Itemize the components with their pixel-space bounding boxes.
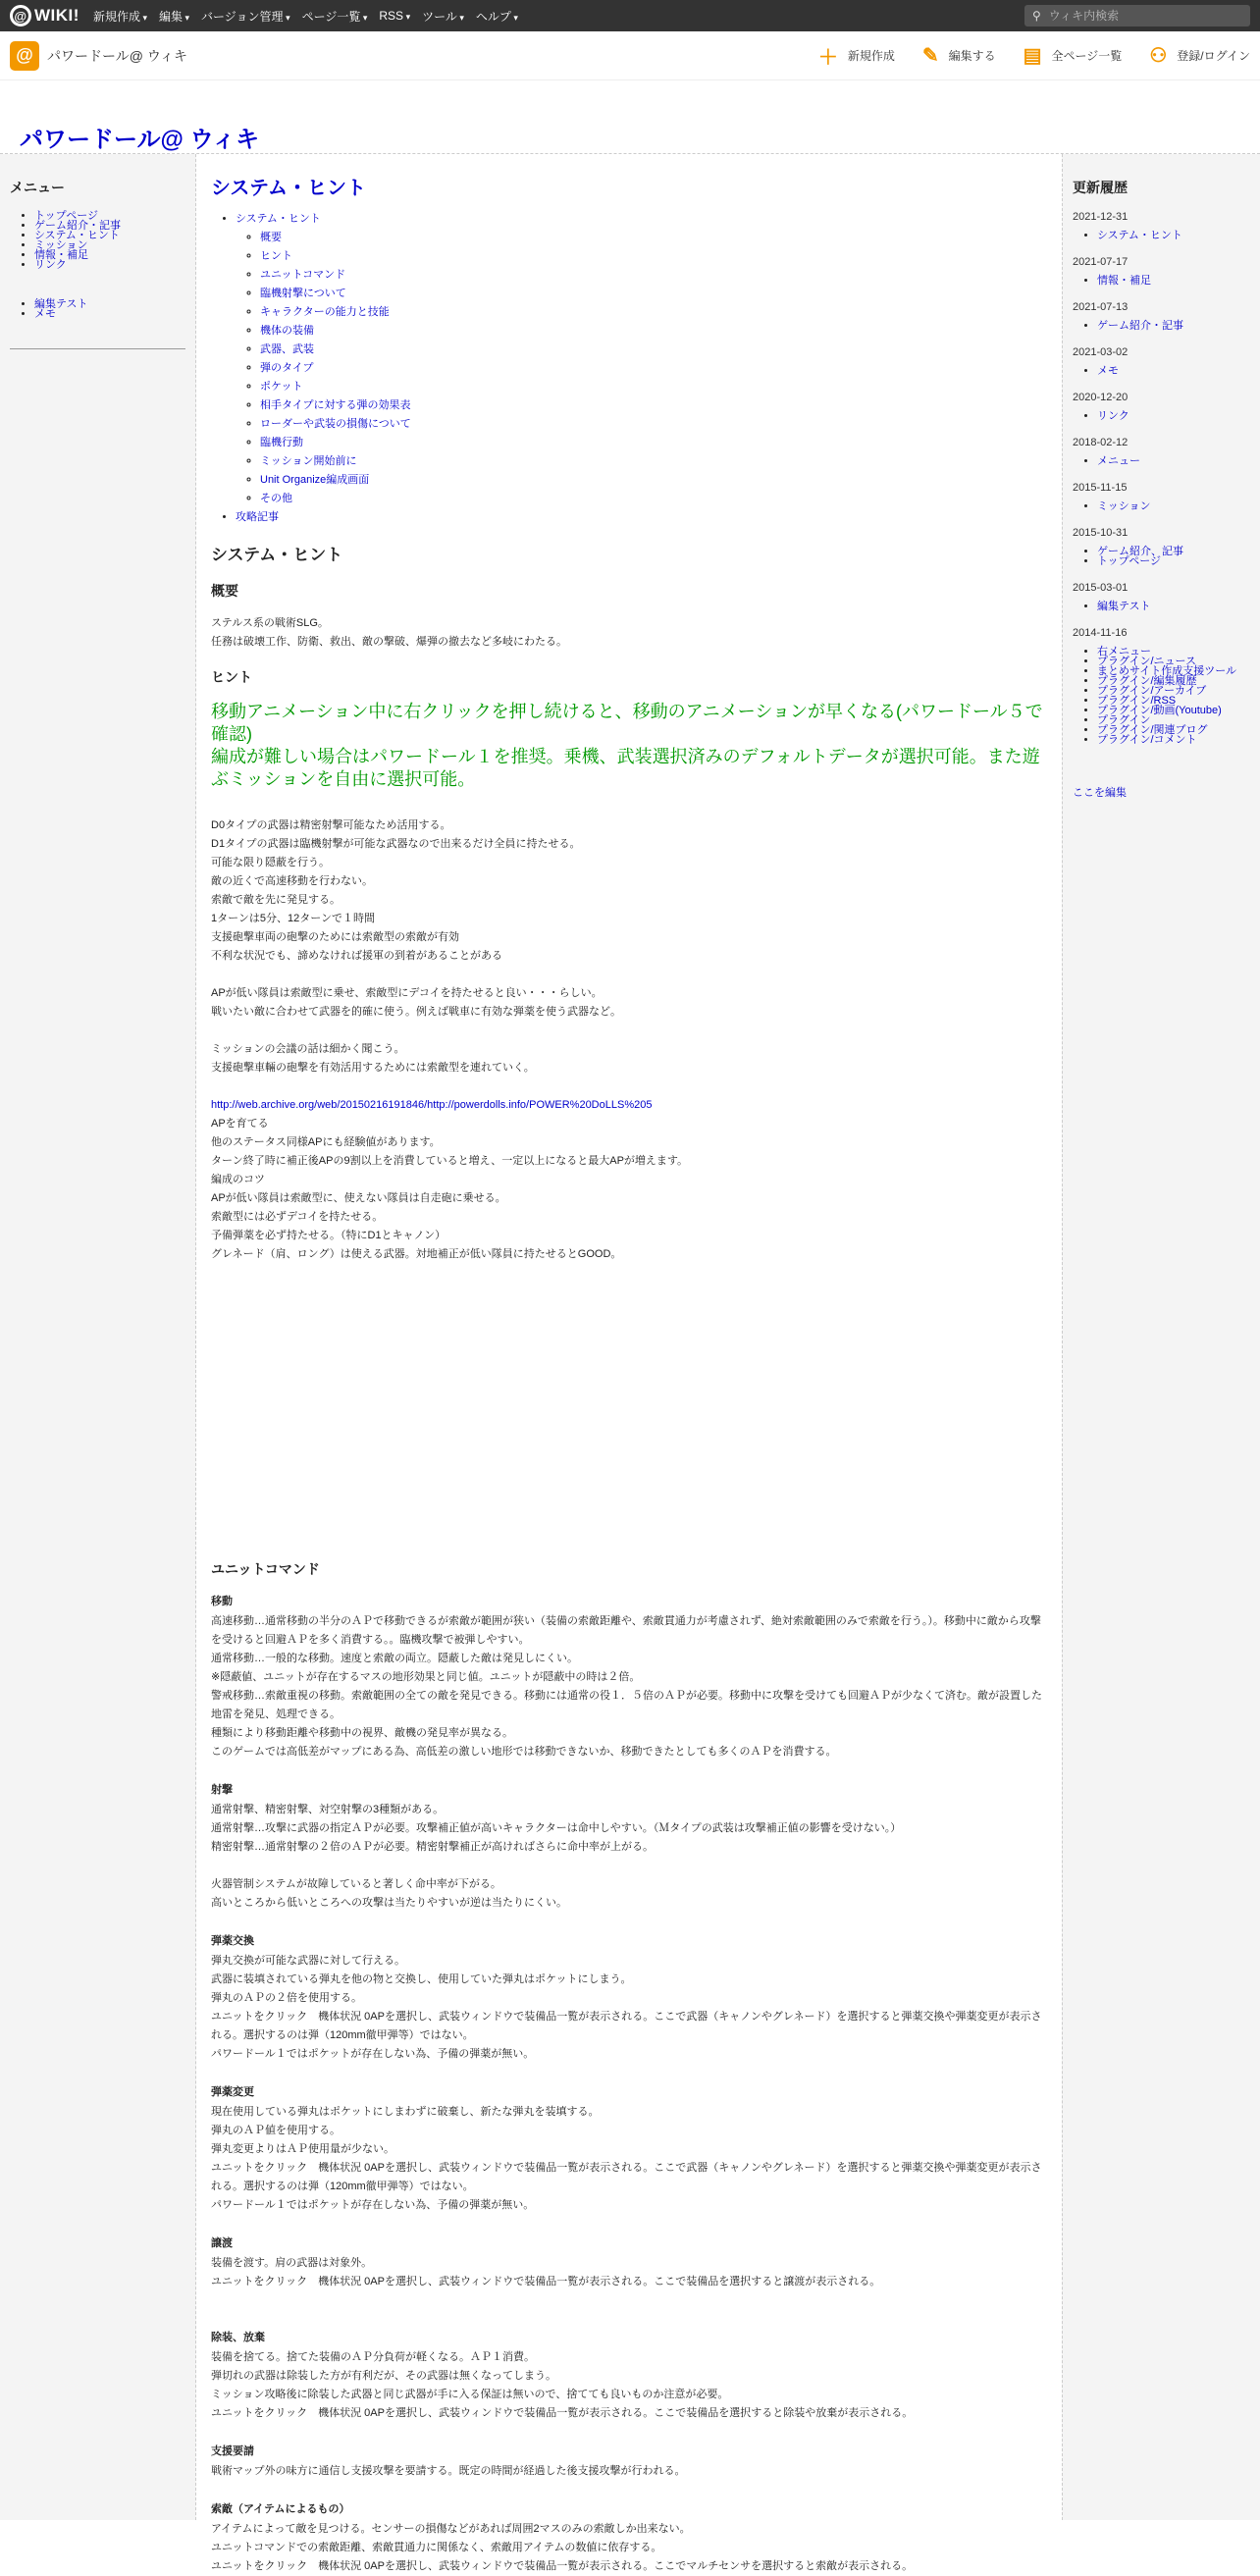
toc-item (260, 341, 1047, 359)
history-list (1073, 547, 1250, 566)
nav-new[interactable]: 新規作成 ▾ (93, 8, 147, 25)
history-list (1073, 366, 1250, 376)
history-link[interactable]: プラグイン/ニュース (1097, 656, 1196, 667)
menu-link-mission[interactable]: ミッション (34, 239, 88, 251)
history-link[interactable]: トップページ (1097, 555, 1162, 567)
menu-link-system[interactable]: システム・ヒント (34, 230, 120, 241)
toc-item (260, 266, 1047, 285)
section-text: アイテムによって敵を見つける。センサーの損傷などがあれば周囲2マスのみの索敵しか出来ない。 ユニットコマンドでの索敵距離、索敵貫通力に関係なく、索敵用アイテムの数値に依存する。 ユニットをクリック 機体状況 0APを選択し、武装ウィンドウで装備品一覧が表示される。ここでマルチセンサを選択すると索敵が表示される。 (211, 2523, 914, 2572)
subsection-heading: 弾薬変更 (211, 2086, 254, 2098)
section-text: 現在使用している弾丸はポケットにしまわずに破棄し、新たな弾丸を装填する。 弾丸のＡＰ値を使用する。 弾丸変更よりはＡＰ使用量が少ない。 ユニットをクリック 機体状況 0APを選択し、武装ウィンドウで装備品一覧が表示される。ここで武器（キャノンやグレネード）を選択すると弾薬交換や弾薬変更が表示される。選択するのは弾（120mm徹甲弾等）ではない。 パワードール１ではポケットが存在しない為、予備の弾薬が無い。 (211, 2106, 1042, 2211)
hint-text: APが低い隊員は索敵型に乗せ、索敵型にデコイを持たせると良い・・・らしい。 戦いたい敵に合わせて武器を的確に使う。例えば戦車に有効な弾薬を使う武器など。 (211, 987, 621, 1018)
all-pages-button[interactable]: ▤ 全ページ一覧 (1023, 45, 1123, 67)
history-title: 更新履歴 (1073, 180, 1128, 195)
history-item (1097, 456, 1250, 466)
section-text: 装備を捨てる。捨てた装備のＡＰ分負荷が軽くなる。ＡＰ１消費。 弾切れの武器は除装した方が有利だが、その武器は無くなってしまう。 ミッション攻略後に除装した武器と同じ武器が手に入る保証は無いので、捨てても良いものか注意が必要。 ユニットをクリック 機体状況 0APを選択し、武装ウィンドウで装備品一覧が表示される。ここで装備品を選択すると除装や放棄が表示される。 (211, 2351, 914, 2419)
section-text: 弾丸交換が可能な武器に対して行える。 武器に装填されている弾丸を他の物と交換し、使用していた弾丸はポケットにしまう。 弾丸のＡＰの２倍を使用する。 ユニットをクリック 機体状況 0APを選択し、武装ウィンドウで装備品一覧が表示される。ここで武器（キャノンやグレネード）を選択すると弾薬交換や弾薬変更が表示される。選択するのは弾（120mm徹甲弾等）ではない。 パワードール１ではポケットが存在しない為、予備の弾薬が無い。 (211, 1955, 1042, 2060)
history-link[interactable]: プラグイン/関連ブログ (1097, 724, 1208, 736)
history-list (1073, 647, 1250, 745)
search-icon: ⚲ (1032, 9, 1041, 23)
hint-text: D0タイプの武器は精密射撃可能なため活用する。 D1タイプの武器は臨機射撃が可能な武器なので出来るだけ全員に持たせる。 可能な限り隠蔽を行う。 敵の近くで高速移動を行わない。 索敵で敵を先に発見する。 1ターンは5分、12ターンで１時間 支援砲撃車両の砲撃のためには索敵型の索敵が有効 不利な状況でも、諦めなければ援軍の到着があることがある (211, 819, 581, 962)
toc-link[interactable]: 相手タイプに対する弾の効果表 (260, 399, 411, 411)
toc-item (260, 434, 1047, 452)
edit-here-link[interactable]: ここを編集 (1073, 787, 1127, 799)
subsection-heading: 弾薬交換 (211, 1935, 254, 1947)
toc-link[interactable]: ローダーや武装の損傷について (260, 418, 411, 430)
history-item (1097, 231, 1250, 240)
table-of-contents (211, 210, 1047, 527)
toc-item (260, 378, 1047, 396)
history-date: 2020-12-20 (1073, 392, 1129, 403)
site-logo-icon[interactable]: @ (10, 41, 39, 71)
history-item (1097, 321, 1250, 331)
hint-text: ミッションの会議の話は細かく聞こう。 支援砲撃車輛の砲撃を有効活用するためには索敵型を連れていく。 (211, 1043, 535, 1074)
toc-link[interactable]: ポケット (260, 381, 303, 393)
document-icon: ▤ (1023, 45, 1042, 67)
site-header (0, 31, 1260, 80)
page-layout (0, 154, 1260, 2572)
history-item (1097, 501, 1250, 511)
section-heading: ユニットコマンド (211, 1561, 320, 1577)
history-date: 2021-07-13 (1073, 301, 1129, 313)
plus-icon: ＋ (817, 47, 838, 69)
toc-link[interactable]: 弾のタイプ (260, 362, 314, 374)
toc-link[interactable]: 機体の装備 (260, 325, 314, 337)
header-actions (791, 41, 1250, 70)
history-link[interactable]: システム・ヒント (1097, 230, 1182, 241)
history-link[interactable]: リンク (1097, 410, 1129, 422)
hint-text: APを育てる 他のステータス同様APにも経験値があります。 ターン終了時に補正後APの9割以上を消費していると増え、一定以上になると最大APが増えます。 編成のコツ APが低い隊員は索敵型に、使えない隊員は自走砲に乗せる。 索敵型には必ずデコイを持たせる。 予備弾薬を必ず持たせる。（特にD1とキャノン） グレネード（肩、ロング）は使える武器。対地補正が低い隊員に持たせるとGOOD。 (211, 1118, 689, 1260)
history-link[interactable]: メモ (1097, 365, 1119, 377)
history-date: 2015-10-31 (1073, 527, 1129, 539)
search-input[interactable] (1047, 8, 1228, 24)
section-heading: 概要 (211, 583, 238, 599)
section-text: 戦術マップ外の味方に通信し支援攻撃を要請する。既定の時間が経過した後支援攻撃が行われる。 (211, 2465, 686, 2477)
top-nav-bar (0, 0, 1260, 31)
history-link[interactable]: メニュー (1097, 455, 1140, 467)
toc-link[interactable]: Unit Organize編成画面 (260, 474, 370, 486)
nav-pages[interactable]: ページ一覧 ▾ (302, 8, 368, 25)
menu-title: メニュー (10, 180, 65, 195)
history-list (1073, 501, 1250, 511)
new-page-button[interactable]: ＋ 新規作成 (818, 41, 895, 70)
section-text: 高速移動…通常移動の半分のＡＰで移動できるが索敵が範囲が狭い（装備の索敵距離や、索敵貫通力が考慮されず、絶対索敵範囲のみで索敵を行う。）。移動中に敵から攻撃を受けると回避ＡＰを多く消費する。。臨機攻撃で被弾しやすい。 通常移動…一般的な移動。速度と索敵の両立。隠蔽した敵は発見しにくい。 ※隠蔽値、ユニットが存在するマスの地形効果と同じ値。ユニットが隠蔽中の時は２倍。 警戒移動…索敵重視の移動。索敵範囲の全ての敵を発見できる。移動には通常の役１．５倍のＡＰが必要。移動中に攻撃を受けても回避ＡＰが少なくて済む。敵が設置した地雷を発見、処理できる。 種類により移動距離や移動中の視界、敵機の発見率が異なる。 このゲームでは高低差がマップにある為、高低差の激しい地形では移動できないか、移動できたとしても多くのＡＰを消費する。 (211, 1615, 1042, 1758)
history-date: 2018-02-12 (1073, 437, 1129, 448)
atwiki-logo[interactable]: @ WIKI! (10, 5, 79, 26)
history-list (1073, 411, 1250, 421)
menu-item (34, 309, 185, 319)
toc-item (260, 229, 1047, 247)
menu-item (34, 260, 185, 270)
history-date: 2015-03-01 (1073, 582, 1129, 594)
history-link[interactable]: 右メニュー (1097, 646, 1151, 657)
history-link[interactable]: ゲーム紹介、記事 (1097, 546, 1183, 557)
nav-edit[interactable]: 編集 ▾ (159, 8, 189, 25)
right-sidebar (1062, 154, 1260, 2520)
menu-list-2 (10, 299, 185, 319)
history-link[interactable]: 編集テスト (1097, 601, 1151, 612)
login-button[interactable]: ⚇ 登録/ログイン (1149, 45, 1250, 67)
toc-link[interactable]: ユニットコマンド (260, 269, 346, 281)
history-link[interactable]: まとめサイト作成支援ツール (1097, 665, 1237, 677)
history-item (1097, 276, 1250, 286)
blank-space (211, 1264, 1047, 1544)
toc-item (260, 303, 1047, 322)
toc-link[interactable]: システム・ヒント (236, 213, 321, 225)
toc-link[interactable]: その他 (260, 493, 292, 504)
menu-link-info[interactable]: 情報・補足 (34, 249, 88, 261)
history-link[interactable]: プラグイン/編集履歴 (1097, 675, 1197, 687)
edit-button[interactable]: ✎ 編集する (921, 45, 996, 67)
menu-link-top[interactable]: トップページ (34, 210, 99, 222)
history-date: 2021-12-31 (1073, 211, 1129, 223)
toc-item (260, 415, 1047, 434)
nav-tools[interactable]: ツール ▾ (422, 8, 464, 25)
history-link[interactable]: 情報・補足 (1097, 275, 1151, 287)
history-list (1073, 276, 1250, 286)
history-list (1073, 321, 1250, 331)
toc-item (260, 471, 1047, 490)
history-item (1097, 366, 1250, 376)
history-link[interactable]: プラグイン (1097, 714, 1151, 726)
menu-link-game[interactable]: ゲーム紹介・記事 (34, 220, 121, 232)
toc-item (260, 359, 1047, 378)
toc-item (236, 210, 1047, 508)
left-sidebar (0, 154, 196, 2520)
toc-item (260, 322, 1047, 341)
menu-link-links[interactable]: リンク (34, 259, 67, 271)
nav-rss[interactable]: RSS ▾ (379, 9, 410, 23)
hint-highlight: 移動アニメーション中に右クリックを押し続けると、移動のアニメーションが早くなる(パワードール５で確認) 編成が難しい場合はパワードール１を推奨。乗機、武装選択済みのデフォルトデータが選択可能。また遊ぶミッションを自由に選択可能。 (211, 702, 1043, 789)
section-text: 通常射撃、精密射撃、対空射撃の3種類がある。 通常射撃…攻撃に武器の指定ＡＰが必要。攻撃補正値が高いキャラクターは命中しやすい。（Ｍタイプの武装は攻撃補正値の影響を受けない。） 精密射撃…通常射撃の２倍のＡＰが必要。精密射撃補正が高ければさらに命中率が上がる。 (211, 1804, 902, 1853)
nav-help[interactable]: ヘルプ ▾ (476, 8, 518, 25)
menu-link-memo[interactable]: メモ (34, 308, 56, 320)
section-text: 装備を渡す。肩の武器は対象外。 ユニットをクリック 機体状況 0APを選択し、武装ウィンドウで装備品一覧が表示される。ここで装備品を選択すると譲渡が表示される。 (211, 2257, 881, 2287)
history-link[interactable]: ミッション (1097, 500, 1151, 512)
title-bar (0, 80, 1260, 154)
divider (10, 348, 185, 349)
menu-item (34, 299, 185, 309)
user-add-icon: ⚇ (1149, 45, 1168, 67)
history-date: 2014-11-16 (1073, 627, 1128, 639)
toc-item (260, 396, 1047, 415)
history-date: 2015-11-15 (1073, 482, 1128, 494)
toc-link[interactable]: 臨機行動 (260, 437, 303, 448)
site-name[interactable]: パワードール@ ウィキ (47, 47, 187, 64)
subsection-heading: 支援要請 (211, 2445, 254, 2457)
history-link[interactable]: プラグイン/アーカイブ (1097, 685, 1207, 697)
history-item (1097, 602, 1250, 611)
page-title[interactable]: パワードール@ ウィキ (20, 127, 260, 153)
toc-link[interactable]: ミッション開始前に (260, 455, 357, 467)
section-heading: システム・ヒント (211, 546, 343, 564)
menu-list (10, 211, 185, 270)
history-link[interactable]: プラグイン/コメント (1097, 734, 1197, 746)
nav-version[interactable]: バージョン管理 ▾ (201, 8, 290, 25)
history-item (1097, 735, 1250, 745)
content-title: システム・ヒント (211, 178, 366, 199)
subsection-heading: 射撃 (211, 1784, 233, 1796)
history-list (1073, 231, 1250, 240)
menu-link-edit-test[interactable]: 編集テスト (34, 298, 88, 310)
toc-link[interactable]: 臨機射撃について (260, 288, 346, 299)
subsection-heading: 除装、放棄 (211, 2332, 265, 2343)
history-list (1073, 602, 1250, 611)
section-text: 火器管制システムが故障していると著しく命中率が下がる。 高いところから低いところへの攻撃は当たりやすいが逆は当たりにくい。 (211, 1878, 567, 1909)
subsection-heading: 移動 (211, 1596, 233, 1607)
history-item (1097, 556, 1250, 566)
history-list (1073, 456, 1250, 466)
toc-link[interactable]: キャラクターの能力と技能 (260, 306, 390, 318)
pencil-icon: ✎ (921, 45, 939, 67)
toc-item (260, 247, 1047, 266)
toc-link[interactable]: 概要 (260, 232, 282, 243)
toc-link[interactable]: 武器、武装 (260, 343, 314, 355)
toc-item (236, 508, 1047, 527)
history-item (1097, 411, 1250, 421)
toc-item (260, 452, 1047, 471)
toc-link[interactable]: 攻略記事 (236, 511, 279, 523)
toc-item (260, 490, 1047, 508)
overview-text: ステルス系の戦術SLG。 任務は破壊工作、防衛、救出、敵の撃破、爆弾の撤去など多岐にわたる。 (211, 617, 567, 648)
main-content (196, 154, 1062, 2572)
search-box (1024, 5, 1250, 26)
subsection-heading: 譲渡 (211, 2237, 233, 2249)
history-date: 2021-07-17 (1073, 256, 1129, 268)
section-heading: ヒント (211, 669, 252, 685)
subsection-heading: 索敵（アイテムによるもの） (211, 2503, 350, 2515)
history-link[interactable]: プラグイン/動画(Youtube) (1097, 705, 1222, 716)
toc-link[interactable]: ヒント (260, 250, 292, 262)
history-date: 2021-03-02 (1073, 346, 1129, 358)
archive-link[interactable]: http://web.archive.org/web/20150216191846/http://powerdolls.info/POWER%20DoLLS%205 (211, 1099, 653, 1111)
toc-item (260, 285, 1047, 303)
history-link[interactable]: プラグイン/RSS (1097, 695, 1177, 707)
history-link[interactable]: ゲーム紹介・記事 (1097, 320, 1183, 332)
